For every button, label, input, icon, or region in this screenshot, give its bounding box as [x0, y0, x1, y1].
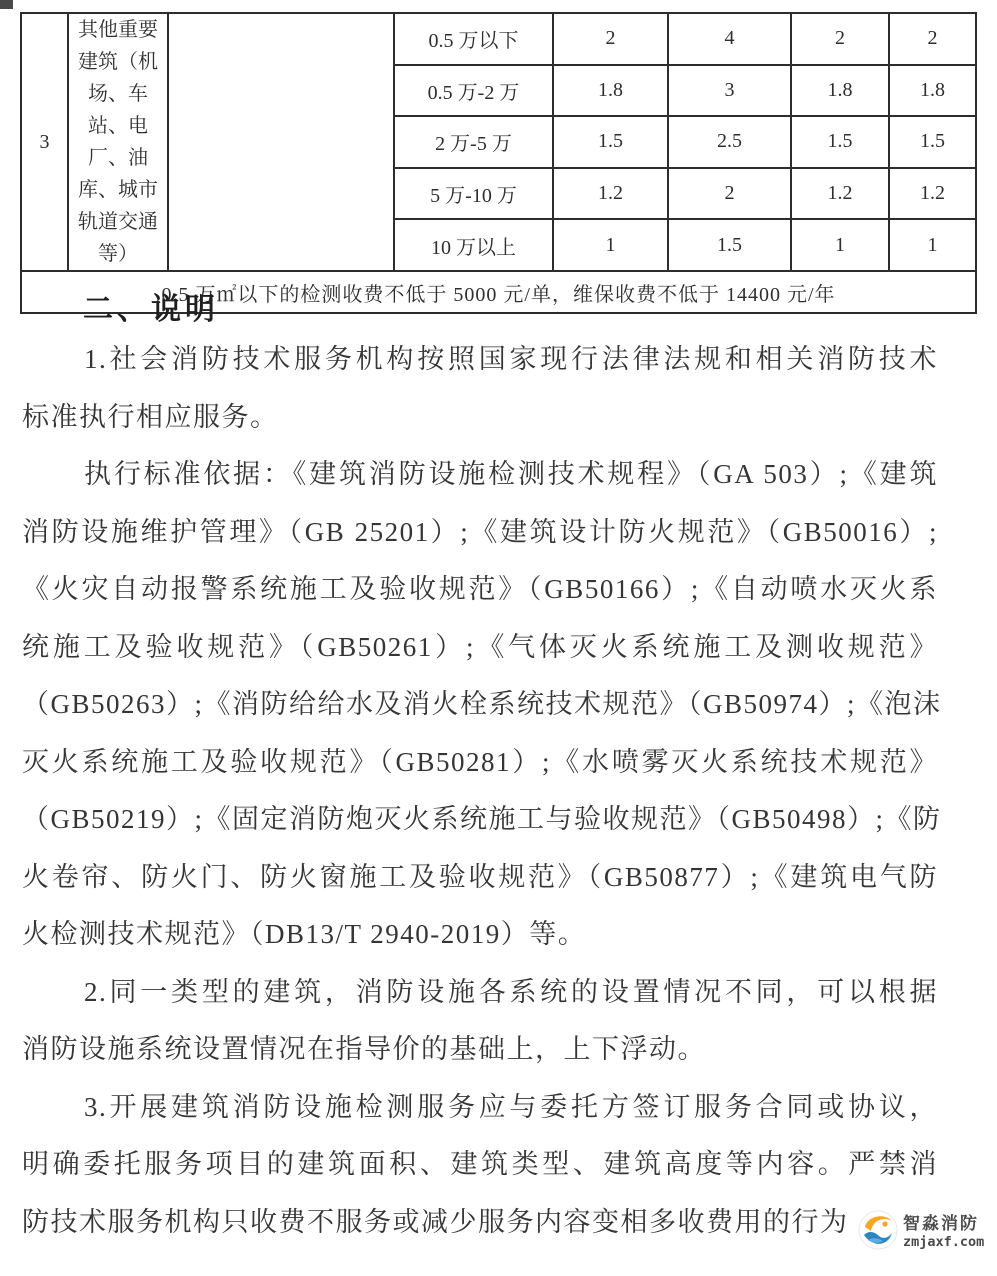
table-row — [21, 13, 976, 65]
fee-value-cell: 2 — [889, 13, 976, 65]
paragraph — [22, 964, 938, 1079]
paragraph — [22, 331, 938, 446]
spacer-cell — [168, 13, 394, 271]
fee-value-cell: 1.2 — [553, 168, 668, 220]
table-note-cell: 0.5 万㎡以下的检测收费不低于 5000 元/单，维保收费不低于 14400 元/年 — [21, 271, 976, 313]
body-line: 统施工及验收规范》（GB50261）;《气体灭火系统施工及测收规范》 — [22, 631, 938, 662]
body-line: 灭火系统施工及验收规范》（GB50281）;《水喷雾灭火系统技术规范》 — [22, 746, 938, 777]
row-index-cell: 3 — [21, 13, 68, 271]
body-line: 明确委托服务项目的建筑面积、建筑类型、建筑高度等内容。严禁消 — [22, 1149, 938, 1179]
body-line: 3.开展建筑消防设施检测服务应与委托方签订服务合同或协议， — [84, 1091, 938, 1122]
body-line: 火检测技术规范》（DB13/T 2940-2019）等。 — [22, 919, 587, 949]
body-line: 消防设施维护管理》（GB 25201）;《建筑设计防火规范》（GB50016）; — [22, 516, 938, 547]
fee-value-cell: 1 — [889, 219, 976, 271]
fee-value-cell: 1.5 — [791, 116, 889, 168]
fee-value-cell: 1.8 — [889, 65, 976, 117]
brand-domain: zmjaxf.com — [903, 1234, 985, 1251]
paragraph — [22, 1079, 938, 1252]
pricing-table — [20, 12, 977, 314]
fee-value-cell: 2 — [668, 168, 791, 220]
body-line: 2.同一类型的建筑，消防设施各系统的设置情况不同，可以根据 — [84, 976, 938, 1007]
fee-value-cell: 1 — [553, 219, 668, 271]
fee-value-cell: 1.8 — [791, 65, 889, 117]
fee-value-cell: 1.8 — [553, 65, 668, 117]
tier-label-cell: 5 万-10 万 — [394, 168, 553, 220]
section-heading: 二、说明 — [83, 293, 219, 326]
body-line: （GB50219）;《固定消防炮灭火系统施工与验收规范》（GB50498）;《防 — [22, 804, 942, 834]
watermark — [858, 1210, 984, 1255]
body-line: 《火灾自动报警系统施工及验收规范》（GB50166）;《自动喷水灭火系 — [22, 574, 938, 604]
building-type-cell: 其他重要建筑（机场、车站、电厂、油库、城市轨道交通等） — [68, 13, 168, 271]
scan-artifact — [0, 0, 13, 9]
body-line: 火卷帘、防火门、防火窗施工及验收规范》（GB50877）;《建筑电气防 — [22, 861, 938, 892]
fee-value-cell: 1 — [791, 219, 889, 271]
fee-value-cell: 2 — [553, 13, 668, 65]
tier-label-cell: 0.5 万-2 万 — [394, 65, 553, 117]
body-line: （GB50263）;《消防给给水及消火栓系统技术规范》（GB50974）;《泡沫 — [22, 689, 942, 719]
paragraph — [22, 446, 942, 964]
body-line: 消防设施系统设置情况在指导价的基础上，上下浮动。 — [22, 1034, 706, 1064]
fee-value-cell: 1.2 — [889, 168, 976, 220]
fee-value-cell: 2 — [791, 13, 889, 65]
body-line: 执行标准依据：《建筑消防设施检测技术规程》（GA 503）;《建筑 — [84, 459, 938, 489]
body-line: 防技术服务机构只收费不服务或减少服务内容变相多收费用的行为 — [22, 1206, 849, 1237]
fee-value-cell: 1.2 — [791, 168, 889, 220]
fee-value-cell: 1.5 — [889, 116, 976, 168]
brand-logo-icon — [858, 1210, 898, 1255]
fee-value-cell: 1.5 — [668, 219, 791, 271]
body-line: 1.社会消防技术服务机构按照国家现行法律法规和相关消防技术 — [84, 344, 938, 374]
tier-label-cell: 0.5 万以下 — [394, 13, 553, 65]
fee-value-cell: 3 — [668, 65, 791, 117]
body-line: 标准执行相应服务。 — [22, 401, 279, 432]
tier-label-cell: 10 万以上 — [394, 219, 553, 271]
fee-value-cell: 1.5 — [553, 116, 668, 168]
brand-name: 智淼消防 — [903, 1214, 979, 1234]
tier-label-cell: 2 万-5 万 — [394, 116, 553, 168]
fee-value-cell: 4 — [668, 13, 791, 65]
fee-value-cell: 2.5 — [668, 116, 791, 168]
